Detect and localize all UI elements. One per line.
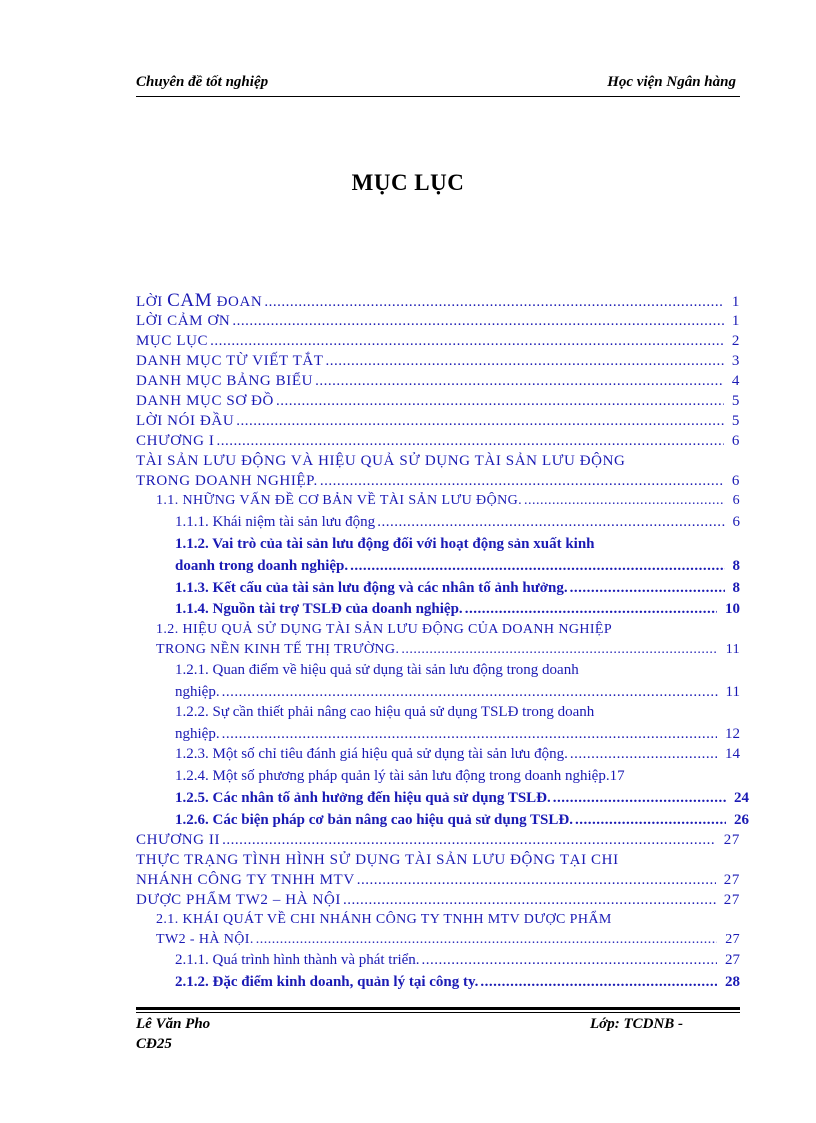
header-rule	[136, 96, 740, 97]
footer-class-code: CĐ25	[136, 1036, 172, 1052]
footer-rule-thick	[136, 1007, 740, 1010]
footer-rule-thin	[136, 1012, 740, 1013]
page-title: MỤC LỤC	[351, 170, 465, 195]
page-header-left: Chuyên đề tốt nghiệp	[136, 74, 269, 90]
footer-author: Lê Văn Pho	[136, 1016, 211, 1032]
footer-class: Lớp: TCDNB -	[590, 1016, 684, 1032]
page-header-right: Học viện Ngân hàng	[607, 74, 736, 90]
